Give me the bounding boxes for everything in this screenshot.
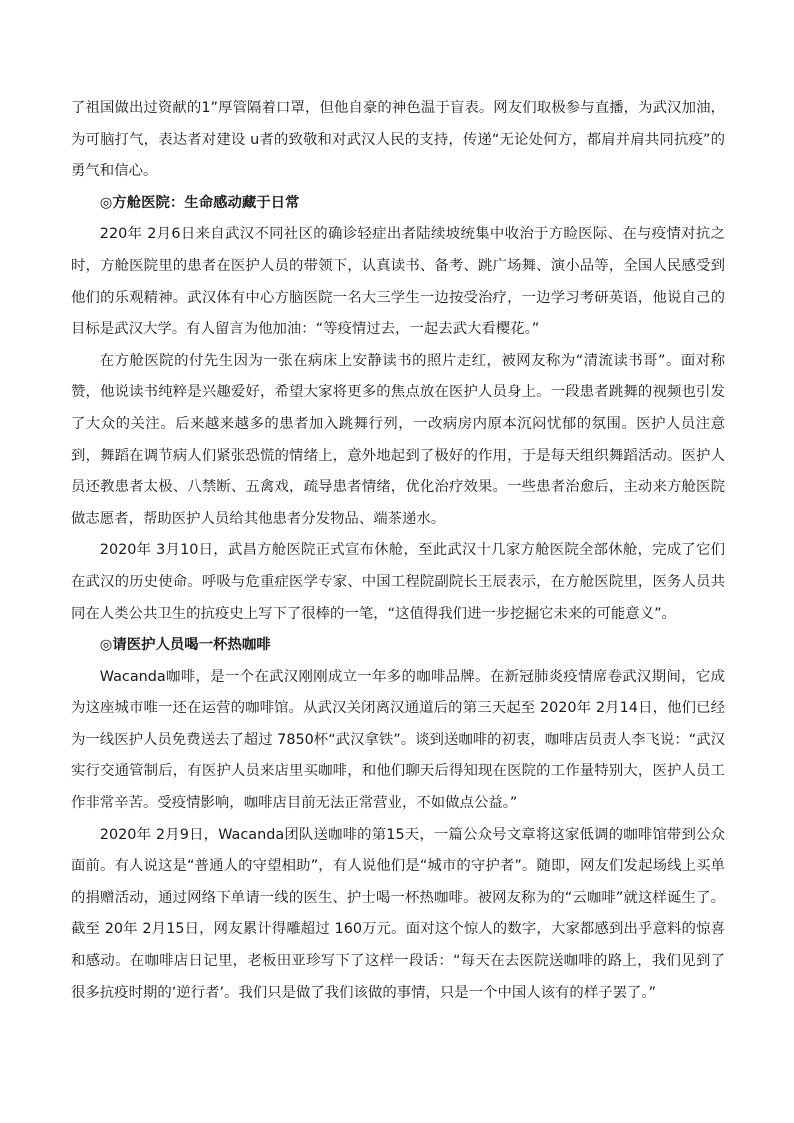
paragraph-wacanda: Wacanda咖啡，是一个在武汉刚刚成立一年多的咖啡品牌。在新冠肺炎疫情席卷武汉期间，它成为这座城市唯一还在运营的咖啡馆。从武汉关闭离汉通道后的第三天起至 2020年 2月14日，他们已经为一线医护人员免费送去了超过 7850杯“武汉拿铁”。谈到送咖啡的初衷，咖啡店员责人李飞说：“武汉实行交通管制后，有医护人员来店里买咖啡，和他们聊天后得知现在医院的工作量特别大，医护人员工作非常辛苦。受疫情影响，咖啡店目前无法正常营业，不如做点公益。”	[71, 668, 725, 812]
paragraph-intro: 了祖国做出过资献的1”厚管隔着口罩，但他自豪的神色温于盲表。网友们取极参与直播，为武汉加油，为可脑打气，表达者对建设 u者的致敬和对武汉人民的支持，传递“无论处何方，都肩并肩共同抗疫”的勇气和信心。	[71, 100, 725, 180]
section-heading-fangcang: ◎方舱医院：生命感动藏于日常	[99, 194, 300, 211]
paragraph-fangcang-patients: 220年 2月6日来自武汉不同社区的确诊轻症出者陆续坡统集中收治于方睑医际、在与疫情对抗之时，方舱医院里的患者在医护人员的带领下，认真读书、备考、跳广场舞、演小品等，全国人民感受到他们的乐观精神。武汉体有中心方脑医院一名大三学生一边按受治疗，一边学习考研英语，他说自己的目标是武汉大学。有人留言为他加油：“等疫情过去，一起去武大看樱花。”	[71, 226, 725, 338]
paragraph-cloud-coffee: 2020年 2月9日，Wacanda团队送咖啡的第15天，一篇公众号文章将这家低调的咖啡馆带到公众面前。有人说这是“普通人的守望相助”，有人说他们是“城市的守护者”。随即，网友们发起场线上买单的捐赠活动，通过网络下单请一线的医生、护士喝一杯热咖啡。被网友称为的“云咖啡”就这样诞生了。截至 20年 2月15日，网友累计得雕超过 160万元。面对这个惊人的数字，大家都感到出乎意料的惊喜和感动。在咖啡店日记里，老板田亚珍写下了这样一段话：“每天在去医院送咖啡的路上，我们见到了很多抗疫时期的’逆行者’。我们只是做了我们该做的事情，只是一个中国人该有的样子罢了。”	[71, 826, 725, 1001]
section-heading-coffee: ◎请医护人员喝一杯热咖啡	[99, 637, 271, 654]
paragraph-reading-brother: 在方舱医院的付先生因为一张在病床上安静读书的照片走红，被网友称为“清流读书哥”。面对称赞，他说读书纯粹是兴趣爱好，希望大家将更多的焦点放在医护人员身上。一段患者跳舞的视频也引发了大众的关注。后来越来越多的患者加入跳舞行列，一改病房内原本沉闷忧郁的氛围。医护人员注意到，舞蹈在调节病人们紧张恐慌的情绪上，意外地起到了极好的作用，于是每天组织舞蹈活动。医护人员还教患者太极、八禁断、五禽戏，疏导患者情绪，优化治疗效果。一些患者治愈后，主动来方舱医院做志愿者，帮助医护人员给其他患者分发物品、端茶递水。	[71, 352, 725, 527]
document-page	[71, 93, 725, 1009]
paragraph-closure: 2020年 3月10日，武昌方舱医院正式宣布休舱，至此武汉十几家方舱医院全部休舱，完成了它们在武汉的历史使命。呼吸与危重症医学专家、中国工程院副院长王辰表示，在方舱医院里，医务人员共同在人类公共卫生的抗疫史上写下了很棒的一笔，“这值得我们进一步挖掘它未来的可能意义”。	[71, 542, 725, 622]
